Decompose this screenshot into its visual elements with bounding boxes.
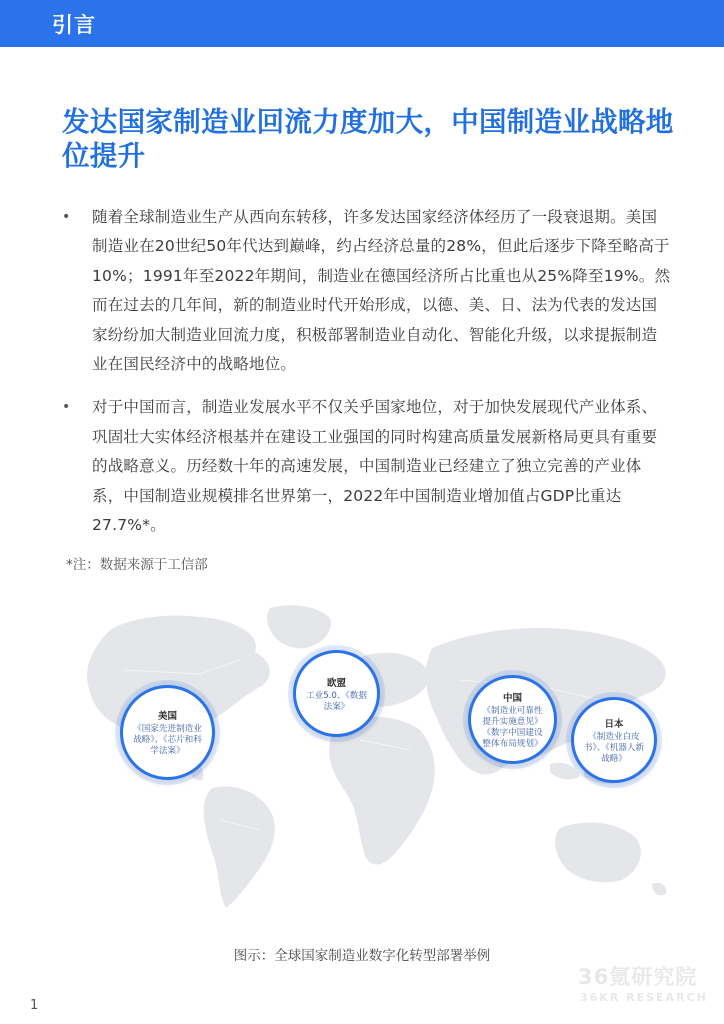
- bullet-text: 随着全球制造业生产从西向东转移，许多发达国家经济体经历了一段衰退期。美国制造业在20世纪50年代达到巅峰，约占经济总量的28%，但此后逐步下降至略高于10%；1991年至2022年期间，制造业在德国经济所占比重也从25%降至19%。然而在过去的几年间，新的制造业时代开始形成，以德、美、日、法为代表的发达国家纷纷加大制造业回流力度，积极部署制造业自动化、智能化升级，以求提振制造业在国民经济中的战略地位。: [92, 208, 671, 374]
- region-japan: [571, 697, 657, 783]
- region-policy-text: 《国家先进制造业战略》、《芯片和科学法案》: [133, 724, 202, 756]
- region-name: 美国: [157, 711, 177, 722]
- page-number: 1: [30, 998, 39, 1013]
- bullet-list: [62, 203, 672, 554]
- watermark-logo: 36氪研究院: [578, 965, 698, 989]
- section-title: 引言: [52, 13, 96, 37]
- region-china: [468, 675, 557, 764]
- page-title: 发达国家制造业回流力度加大，中国制造业战略地位提升: [62, 106, 674, 172]
- bullet-item: [62, 203, 672, 379]
- region-policy-text: 工业5.0、《数据法案》: [306, 690, 367, 712]
- region-policy-text: 《制造业可靠性提升实施意见》《数字中国建设整体布局规划》: [482, 705, 543, 749]
- figure-caption: 图示：全球国家制造业数字化转型部署举例: [233, 948, 491, 964]
- watermark-logo-en: 36KR RESEARCH: [580, 991, 708, 1004]
- region-name: 欧盟: [326, 677, 346, 689]
- bullet-text: 对于中国而言，制造业发展水平不仅关乎国家地位，对于加快发展现代产业体系、巩固壮大实体经济根基并在建设工业强国的同时构建高质量发展新格局更具有重要的战略意义。历经数十年的高速发展，中国制造业已经建立了独立完善的产业体系，中国制造业规模排名世界第一，2022年中国制造业增加值占GDP比重达27.7%*。: [92, 398, 658, 535]
- region-eu: [293, 650, 380, 737]
- world-map-figure: [40, 590, 700, 920]
- bullet-dot-icon: •: [62, 209, 71, 225]
- region-name: 日本: [604, 718, 624, 730]
- region-name: 中国: [502, 692, 522, 704]
- region-policy-text: 《制造业白皮书》、《机器人新战略》: [583, 731, 645, 764]
- source-note: *注：数据来源于工信部: [66, 557, 208, 573]
- bullet-dot-icon: •: [62, 399, 71, 416]
- region-usa: [120, 685, 215, 780]
- bullet-item: [62, 393, 672, 540]
- header-bar: [0, 0, 724, 47]
